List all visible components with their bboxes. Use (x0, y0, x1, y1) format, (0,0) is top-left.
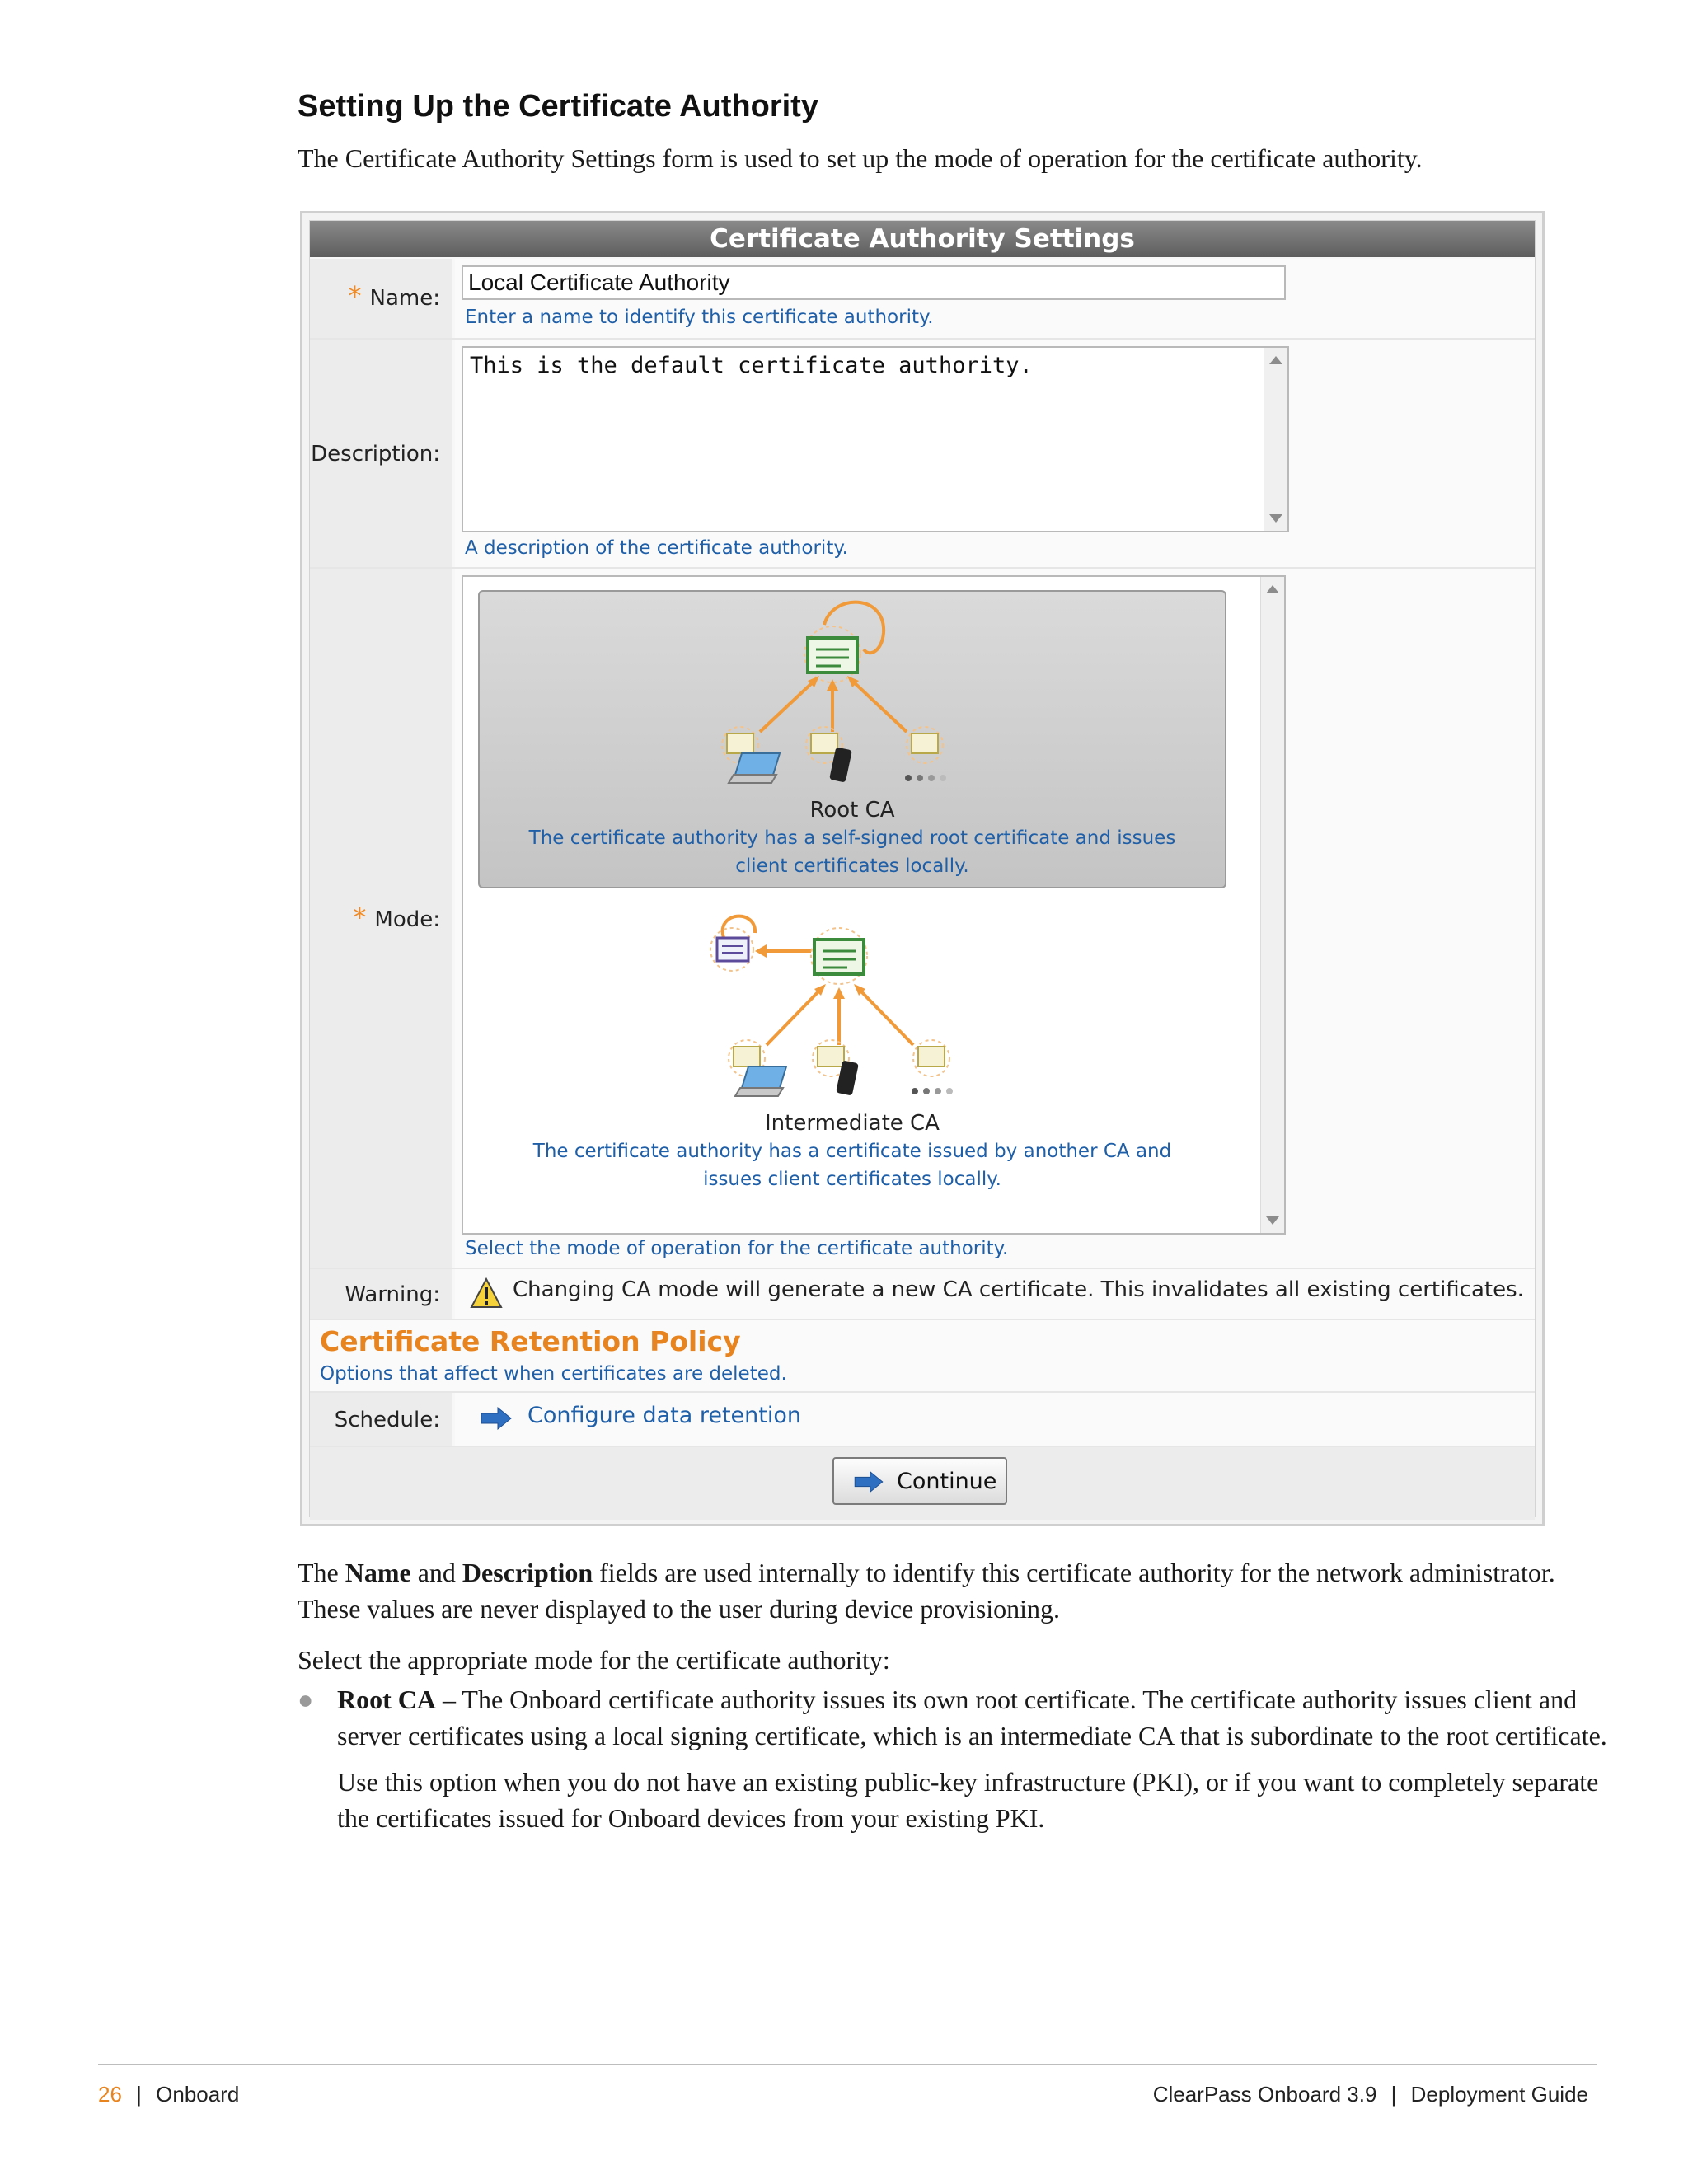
schedule-field-cell (455, 1393, 1535, 1446)
root-ca-description: The certificate authority has a self-signed root certificate and issues client certificates locally. (528, 827, 1176, 877)
warning-label-cell (310, 1269, 452, 1319)
page-number: 26 (98, 2082, 122, 2107)
intermediate-ca-title: Intermediate CA (765, 1111, 940, 1136)
description-label: Description: (311, 442, 440, 466)
name-hint: Enter a name to identify this certificate authority. (465, 307, 934, 328)
bullet-text: – The Onboard certificate authority issues its own root certificate. The certificate authority issues client and server certificates using a local signing certificate, which is an intermediate CA that is subordinate to the root certificate. (337, 1685, 1607, 1750)
footer-product: ClearPass Onboard 3.9 (1152, 2082, 1377, 2107)
para-bold-name: Name (345, 1558, 411, 1587)
footer-section: Onboard (156, 2082, 240, 2107)
para-text: The (298, 1558, 345, 1587)
footer-separator: | (136, 2082, 142, 2107)
description-textarea[interactable] (462, 346, 1289, 532)
bullet-dot-icon: ● (298, 1685, 314, 1714)
warning-icon (470, 1277, 503, 1309)
list-item (298, 1681, 1616, 1754)
footer-separator: | (1390, 2082, 1397, 2107)
description-label-cell (310, 340, 452, 567)
bullet-follow-text: Use this option when you do not have an existing public-key infrastructure (PKI), or if you want to completely separate the certificates issued for Onboard devices from your existing PKI. (337, 1767, 1599, 1833)
para-text: and (410, 1558, 462, 1587)
name-description-paragraph (298, 1554, 1600, 1627)
page-title: Setting Up the Certificate Authority (298, 89, 818, 124)
ca-settings-form (309, 220, 1536, 1517)
mode-option-root-ca[interactable] (478, 590, 1226, 888)
retention-policy-subtitle: Options that affect when certificates are deleted. (320, 1363, 787, 1385)
schedule-label-cell (310, 1393, 452, 1446)
mode-label-cell (310, 569, 452, 1268)
retention-policy-title: Certificate Retention Policy (320, 1325, 741, 1357)
footer-divider (98, 2064, 1597, 2065)
root-ca-diagram-icon (701, 600, 981, 794)
mode-option-intermediate-ca[interactable] (478, 905, 1226, 1203)
name-label-cell (310, 259, 452, 338)
arrow-right-icon (852, 1470, 885, 1493)
scroll-down-icon[interactable] (1266, 1216, 1279, 1225)
description-hint: A description of the certificate authority. (465, 537, 848, 559)
ca-settings-screenshot (300, 211, 1545, 1526)
name-row (310, 259, 1535, 340)
warning-row (310, 1269, 1535, 1320)
required-asterisk: * (353, 902, 367, 933)
schedule-label: Schedule: (334, 1408, 440, 1432)
mode-row (310, 569, 1535, 1269)
description-row (310, 340, 1535, 569)
required-asterisk: * (348, 280, 362, 312)
mode-field-cell (455, 569, 1535, 1268)
footer-right (1153, 2082, 1588, 2107)
para-text: fields are used internally to identify this certificate authority for the network administrator. These values are never displayed to the user during device provisioning. (298, 1558, 1555, 1624)
scroll-up-icon[interactable] (1266, 585, 1279, 593)
mode-intro-paragraph: Select the appropriate mode for the certificate authority: (298, 1645, 890, 1675)
mode-selector (462, 575, 1286, 1235)
mode-bullet-list (298, 1681, 1616, 1836)
mode-scrollbar[interactable] (1260, 577, 1284, 1233)
intro-text: The Certificate Authority Settings form is used to set up the mode of operation for the certificate authority. (298, 143, 1423, 173)
footer-doc-title: Deployment Guide (1410, 2082, 1588, 2107)
schedule-row (310, 1393, 1535, 1447)
para-bold-description: Description (462, 1558, 593, 1587)
footer-left (98, 2082, 239, 2107)
list-item-followup (298, 1764, 1616, 1836)
retention-policy-header (310, 1320, 1535, 1393)
bullet-bold: Root CA (337, 1685, 436, 1714)
description-scrollbar[interactable] (1264, 348, 1287, 531)
warning-text: Changing CA mode will generate a new CA certificate. This invalidates all existing certificates. (513, 1277, 1524, 1302)
form-title: Certificate Authority Settings (310, 221, 1535, 257)
scroll-up-icon[interactable] (1269, 356, 1282, 364)
warning-field-cell (455, 1269, 1535, 1319)
scroll-down-icon[interactable] (1269, 514, 1282, 523)
mode-hint: Select the mode of operation for the certificate authority. (465, 1238, 1009, 1259)
name-label: Name: (369, 286, 440, 311)
root-ca-title: Root CA (809, 798, 895, 823)
intermediate-ca-description: The certificate authority has a certificate issued by another CA and issues client certificates locally. (532, 1141, 1172, 1190)
description-field-cell (455, 340, 1535, 567)
arrow-right-icon (480, 1406, 513, 1431)
description-value: This is the default certificate authority. (470, 353, 1033, 378)
configure-data-retention-link[interactable]: Configure data retention (528, 1403, 801, 1428)
intermediate-ca-diagram-icon (699, 913, 996, 1107)
mode-label: Mode: (374, 907, 440, 932)
name-input[interactable]: Local Certificate Authority (462, 265, 1286, 300)
continue-button[interactable] (832, 1457, 1007, 1505)
name-field-cell (455, 259, 1535, 338)
continue-label: Continue (897, 1469, 997, 1494)
warning-label: Warning: (345, 1282, 440, 1307)
form-actions (310, 1447, 1535, 1520)
